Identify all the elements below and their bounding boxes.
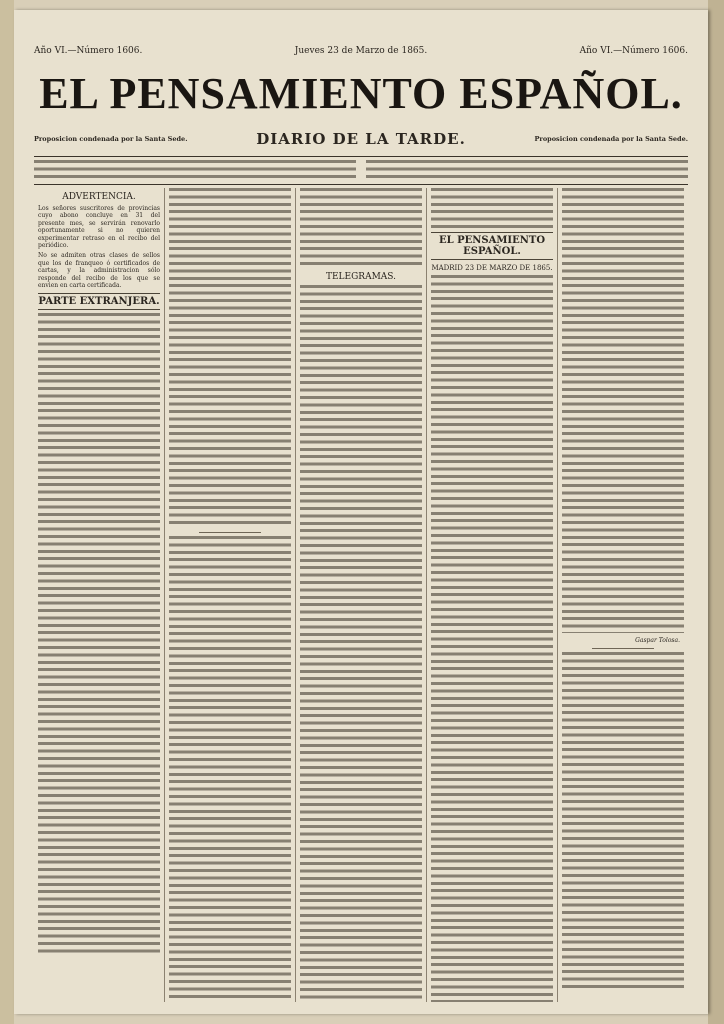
masthead-title: EL PENSAMIENTO ESPAÑOL. [39,69,683,118]
article-columns [34,188,688,1002]
prohibited-proposition-right [488,136,688,143]
proposition-label-left: Proposicion condenada por la Santa Sede. [34,134,188,143]
lead-text [431,188,553,228]
subscription-prices-text [34,160,356,180]
prohibited-proposition-left [34,136,234,143]
article-text-upper [169,188,291,528]
column-4 [427,188,558,1002]
column-2 [165,188,296,1002]
newspaper-page [14,10,708,1014]
foreign-section-heading: PARTE EXTRANJERA. [38,293,160,310]
column-1 [34,188,165,1002]
header-rule-top [34,156,688,157]
article-text-lower [169,536,291,1002]
subscription-info [34,160,688,182]
telegrams-text [300,285,422,1002]
editorial-continuation-text [562,188,684,633]
telegrams-heading: TELEGRAMAS. [325,272,396,282]
editorial-heading: EL PENSAMIENTO ESPAÑOL. [431,232,553,260]
subtitle-row [34,124,688,154]
dispatch-text-upper [300,188,422,268]
column-separator [592,648,654,649]
signature: Gaspar Tolosa. [635,637,680,644]
subscription-points-text [366,160,688,180]
header-rule-bottom [34,184,688,185]
subtitle: DIARIO DE LA TARDE. [256,130,466,148]
column-separator [199,532,261,533]
notice-stamps-text: No se admiten otras clases de sellos que los de franqueo ó certificados de cartas, y la administracion sólo responde del recibo de los que se envien en carta certificada. [38,252,160,290]
issue-number-left: Año VI.—Número 1606. [34,46,143,56]
notice-heading: ADVERTENCIA. [62,192,136,202]
issue-line [34,46,688,56]
editorial-text [431,275,553,1002]
foreign-news-text [38,313,160,953]
page-edge-left [0,0,14,1024]
editorial-dateline: MADRID 23 DE MARZO DE 1865. [431,264,553,272]
notice-text: Los señores suscritores de provincias cuyo abono concluye en 31 del presente mes, se servirán renovarlo oportunamente si no quieren experimentar retraso en el recibo del periódico. [38,205,160,250]
column-3 [296,188,427,1002]
news-items-text [562,652,684,992]
column-5 [558,188,688,1002]
issue-date: Jueves 23 de Marzo de 1865. [294,46,428,56]
issue-number-right: Año VI.—Número 1606. [579,46,688,56]
proposition-label-right: Proposicion condenada por la Santa Sede. [534,134,688,143]
page-edge-right [708,0,724,1024]
